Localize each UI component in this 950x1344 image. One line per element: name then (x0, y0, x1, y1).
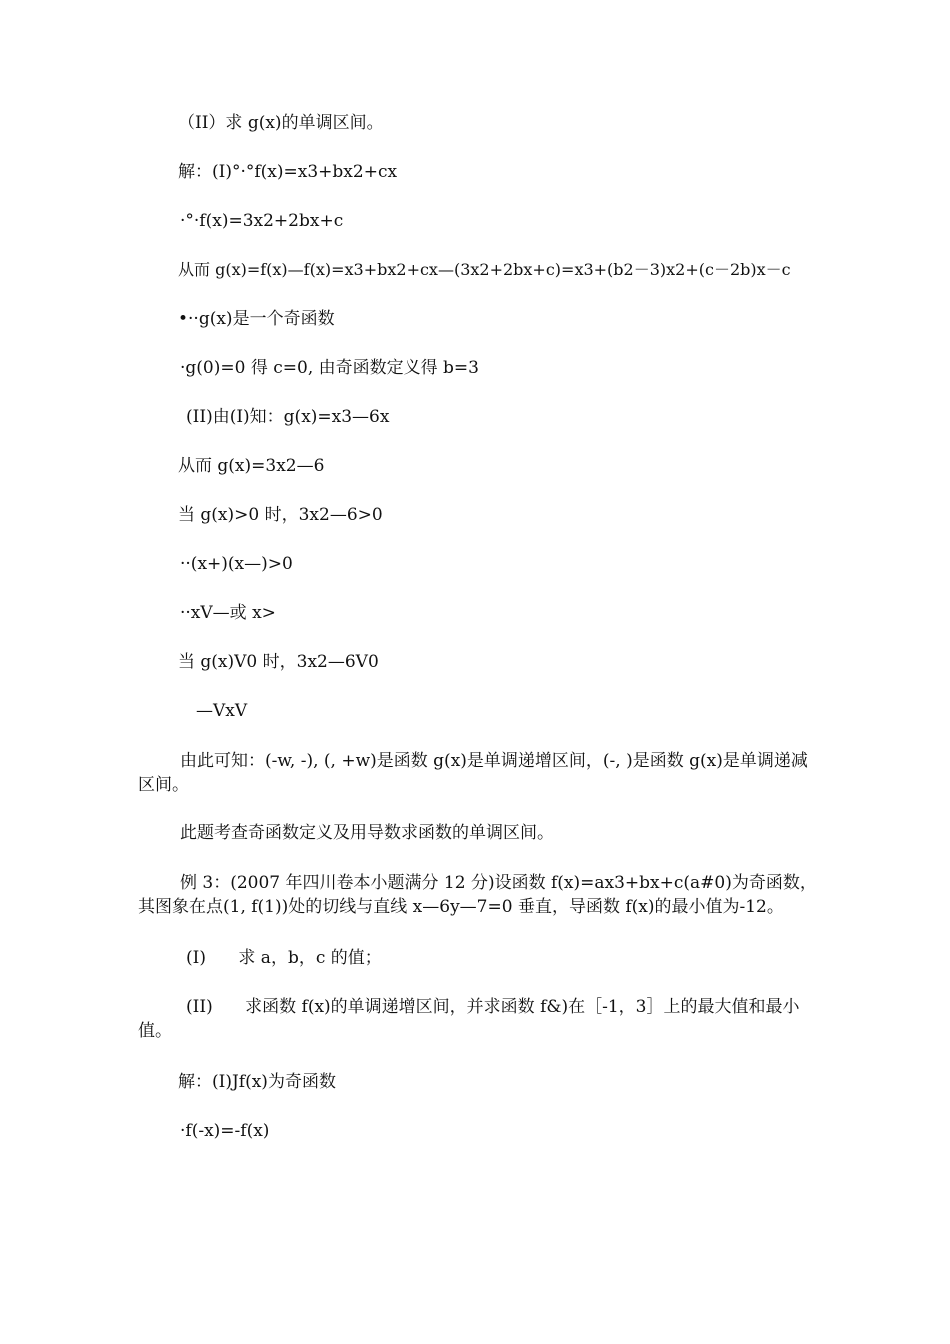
text-solution-line: ·f(-x)=-f(x) (180, 1121, 270, 1141)
text-line-1: （II）求 g(x)的单调区间。 (178, 113, 384, 133)
text-paragraph-conclusion: 由此可知：(-w, -), (, +w)是函数 g(x)是单调递增区间，(-, )是函数 g(x)是单调递减区间。 (138, 751, 808, 795)
text-paragraph-example-3: 例 3：(2007 年四川卷本小题满分 12 分)设函数 f(x)=ax3+bx+c(a#0)为奇函数，其图象在点(1, f(1))处的切线与直线 x—6y—7=0 垂直，导函数 f(x)的最小值为-12。 (138, 873, 817, 917)
text-line-12: 当 g(x)V0 时，3x2—6V0 (178, 652, 379, 672)
text-line-10: ··(x+)(x—)>0 (180, 554, 293, 574)
text-line-7: (II)由(I)知：g(x)=x3—6x (186, 407, 390, 427)
text-line-summary: 此题考查奇函数定义及用导数求函数的单调区间。 (180, 823, 554, 843)
text-line-4: 从而 g(x)=f(x)—f(x)=x3+bx2+cx—(3x2+2bx+c)=x3+(b2－3)x2+(c－2b)x－c (178, 260, 791, 279)
text-line-6: ·g(0)=0 得 c=0, 由奇函数定义得 b=3 (180, 358, 479, 378)
text-line-5: •··g(x)是一个奇函数 (178, 309, 335, 329)
text-line-3: ·°·f(x)=3x2+2bx+c (180, 211, 344, 231)
text-line-13: —VxV (196, 701, 248, 721)
text-line-9: 当 g(x)>0 时，3x2—6>0 (178, 505, 383, 525)
text-question-1: (I) 求 a，b，c 的值； (186, 948, 382, 968)
text-line-2: 解：(I)°·°f(x)=x3+bx2+cx (178, 162, 398, 182)
text-line-11: ··xV—或 x> (180, 603, 276, 623)
text-question-2: (II) 求函数 f(x)的单调递增区间，并求函数 f&)在［-1，3］上的最大值和最小值。 (138, 997, 800, 1041)
text-line-8: 从而 g(x)=3x2—6 (178, 456, 325, 476)
text-solution-start: 解：(I)Jf(x)为奇函数 (178, 1072, 336, 1092)
